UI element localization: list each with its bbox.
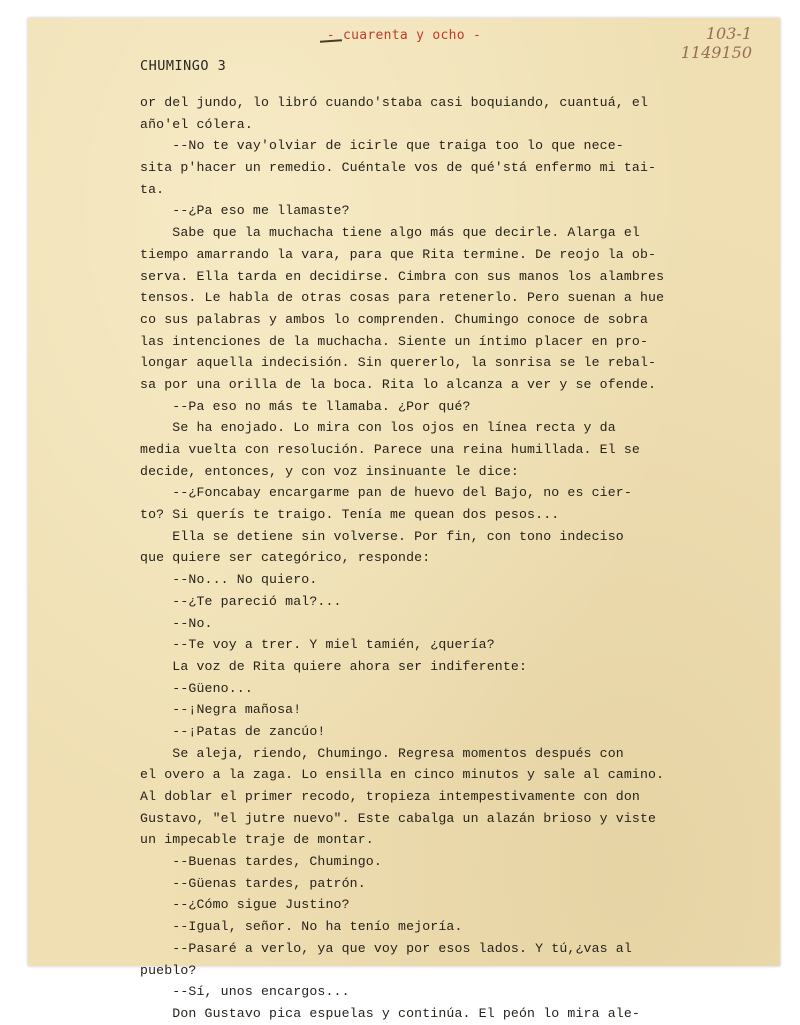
archive-number-line-2: 1149150 <box>680 43 752 62</box>
text-line: --No. <box>140 615 213 631</box>
page-code: CHUMINGO 3 <box>140 58 227 74</box>
text-line: --¡Negra mañosa! <box>140 702 302 718</box>
text-line: --No... No quiero. <box>140 572 318 588</box>
archive-number <box>652 24 752 62</box>
text-line: Ella se detiene sin volverse. Por fin, con tono indeciso <box>140 528 624 544</box>
text-line: decide, entonces, y con voz insinuante le dice: <box>140 463 519 479</box>
text-line: to? Si querís te traigo. Tenía me quean dos pesos... <box>140 507 560 523</box>
text-line: longar aquella indecisión. Sin quererlo, la sonrisa se le rebal- <box>140 355 657 371</box>
text-line: --Igual, señor. No ha tenío mejoría. <box>140 919 463 935</box>
text-line: --Güeno... <box>140 680 253 696</box>
text-line: --¿Foncabay encargarme pan de huevo del Bajo, no es cier- <box>140 485 632 501</box>
text-line: --Buenas tardes, Chumingo. <box>140 854 382 870</box>
text-line: --Pa eso no más te llamaba. ¿Por qué? <box>140 398 471 414</box>
text-line: co sus palabras y ambos lo comprenden. Chumingo conoce de sobra <box>140 311 649 327</box>
text-line: Sabe que la muchacha tiene algo más que decirle. Alarga el <box>140 225 640 241</box>
text-line: --¡Patas de zancúo! <box>140 723 326 739</box>
text-line: que quiere ser categórico, responde: <box>140 550 431 566</box>
text-line: Gustavo, "el jutre nuevo". Este cabalga un alazán brioso y viste <box>140 810 657 826</box>
text-line: --No te vay'olviar de icirle que traiga too lo que nece- <box>140 138 624 154</box>
text-line: el overo a la zaga. Lo ensilla en cinco minutos y sale al camino. <box>140 767 665 783</box>
text-line: --Pasaré a verlo, ya que voy por esos lados. Y tú,¿vas al <box>140 940 632 956</box>
text-line: --Sí, unos encargos... <box>140 984 350 1000</box>
text-line: --¿Te pareció mal?... <box>140 593 342 609</box>
text-line: año'el cólera. <box>140 116 253 132</box>
text-line: Se ha enojado. Lo mira con los ojos en línea recta y da <box>140 420 616 436</box>
typed-text-body <box>140 92 770 1025</box>
text-line: La voz de Rita quiere ahora ser indiferente: <box>140 658 528 674</box>
text-line: Se aleja, riendo, Chumingo. Regresa momentos después con <box>140 745 624 761</box>
text-line: tiempo amarrando la vara, para que Rita termine. De reojo la ob- <box>140 246 657 262</box>
document-page <box>28 18 780 1021</box>
text-line: un impecable traje de montar. <box>140 832 374 848</box>
text-line: --Güenas tardes, patrón. <box>140 875 366 891</box>
text-line: tensos. Le habla de otras cosas para retenerlo. Pero suenan a hue <box>140 290 665 306</box>
text-line: media vuelta con resolución. Parece una reina humillada. El se <box>140 442 640 457</box>
text-line: sa por una orilla de la boca. Rita lo alcanza a ver y se ofende. <box>140 376 657 392</box>
text-line: --Te voy a trer. Y miel tamién, ¿quería? <box>140 637 495 653</box>
text-line: sita p'hacer un remedio. Cuéntale vos de qué'stá enfermo mi tai- <box>140 160 657 176</box>
text-line: las intenciones de la muchacha. Siente un íntimo placer en pro- <box>140 333 649 349</box>
text-line: Don Gustavo pica espuelas y continúa. El peón lo mira ale- <box>140 1005 640 1021</box>
text-line: --¿Pa eso me llamaste? <box>140 203 350 219</box>
text-line: --¿Cómo sigue Justino? <box>140 897 350 913</box>
text-line: or del jundo, lo libró cuando'staba casi boquiando, cuantuá, el <box>140 95 649 110</box>
text-line: serva. Ella tarda en decidirse. Cimbra con sus manos los alambres <box>140 268 665 284</box>
text-line: Al doblar el primer recodo, tropieza intempestivamente con don <box>140 789 640 804</box>
text-line: pueblo? <box>140 962 197 978</box>
archive-number-line-1: 103-1 <box>705 24 752 43</box>
page-title: - cuarenta y ocho - <box>326 28 482 43</box>
text-line: ta. <box>140 181 165 197</box>
